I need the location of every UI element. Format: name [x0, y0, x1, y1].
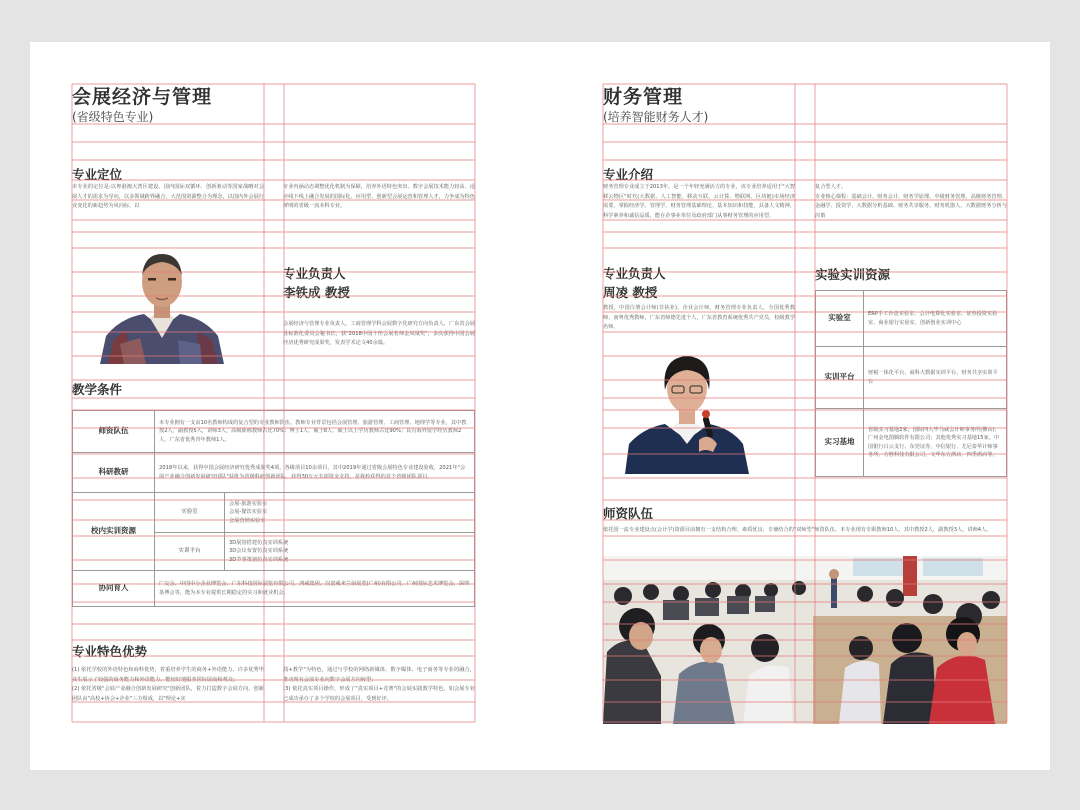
table-row	[73, 453, 475, 493]
intro-col2: 复合型人才。 专业核心课程：基础会计、财务会计、财务学原理、中级财务管理、高级财务管理、金融学、投资学、大数据分析基础、财务共享服务、财务机器人、大数据财务分析与决策	[815, 184, 1007, 219]
right-title: 财务管理	[603, 86, 684, 108]
teaching-table	[72, 410, 475, 607]
positioning-col1: 本专业的定位是:以粤港澳大湾区建设、国内国际双循环、创新驱动等国家战略对会展人才的需求为导向，以多领域跨界融合、大范围资源整合为理念，以国内外会展行业变化的新趋势为风向标，以	[72, 184, 264, 209]
left-page	[72, 84, 475, 724]
right-leader-label: 专业负责人	[603, 266, 666, 281]
lab-label: 校内实训资源	[73, 493, 155, 571]
list-item: 3D展馆搭建仿真实训系统	[229, 539, 289, 546]
training-base-text: 省级实习基地2家，国际四大毕马威会计师事务所(佛山)、广州金电图腾软件有限公司；其他优秀实习基地15家，中国银行白云支行、东莞证券、中信银行、尤尼泰华计师事务所、方胜科技有限公司、文华东方酒店、四季酒店等。	[864, 409, 1007, 477]
features-col2: 践+教学"为特色，通过与学校的网络新媒体、数字媒体、电子商务等专业的融合，推动现有会展专业向数字会展方向转型； (3) 依托真实项目操作，形成了"真实项目+竞赛"的会展实践教学特色。如会展专业已成功承办了多个学校的会展项目，受到好评。	[283, 667, 475, 702]
list-item: 3D节事策划仿真实训系统	[229, 556, 289, 563]
right-leader-bio: 教授，中国注册会计师(非执业)，企业会计师，财务管理专业负责人，全国优秀教师、南粤优秀教师，广东省师德先进个人，广东省教育系统优秀共产党员，校级教学名师。	[603, 305, 795, 330]
intro-col1: 财务管理专业成立于2013年，是一个年轻充满活力的专业，该专业培养适用于"大智移云物区"时代(大数据、人工智能、移动互联、云计算、物联网、区块链)市场经济需要，掌握经济学、管理学、财务管理基础理论、基本知识和技能，具备人文精神、科学素养和诚信品质，能在企事业单位及政府部门从事财务管理的应用型、	[603, 184, 795, 219]
training-platform-text: 财税一体化平台、商科大数据实训平台、财务共享实训平台	[864, 347, 1007, 409]
right-page	[603, 84, 1007, 724]
features-col1: (1) 依托学校的外语特色和商科优势，着重培养学生的商务+外语能力。许多优秀毕业生展示了较强的商务能力和外语能力，能较好地服务国际展商和观众； (2) 依托省级"会展产业融合创新发展研究"创新团队，着力打造数字会展方向。创新团队由"高校+协会+企业"三方组成，以"理论+实	[72, 667, 264, 702]
lab-sub1: 实验室	[155, 493, 225, 533]
faculty-text: 依托国一流专业建设点(会计学)资源目前拥有一支结构合理、素质优良、专兼结合的"双师型"师资队伍。本专业现有专职教师10人，其中教授2人，副教授3人，讲师4人。	[603, 527, 992, 533]
training-lab-text: ERP手工沙盘实验室、会计电算化实验室、证券投资实验室、商业银行实验室、创新创业实训中心	[864, 291, 1007, 347]
table-row	[73, 571, 475, 607]
list-item: 会展营销实验室	[229, 517, 266, 524]
leader-photo-li	[100, 248, 224, 364]
leader-photo-zhou	[625, 348, 749, 474]
training-platform-label: 实训平台	[816, 347, 864, 409]
research-text: 2018年以来，获得中国会展经济研究优秀成果奖4项，各级项目10余项目，其中2019年通过省级会展特色专业建设验收，2021年"会展产业融合创新发展研究团队"获批为省级科研创新团队，获得30万元专项资金支持，是我校获得的首个省级团队项目。	[155, 453, 475, 493]
left-leader-bio: 会展经济与管理专业负责人，工商管理学科会展数字化研究方向负责人，广东省会展业标准化委员会秘书长，获"2018中国十佳会展名师金凤凰奖"，多次获得中国会展经济优秀研究成果奖，发表学术论文40余篇。	[283, 321, 475, 346]
teaching-heading: 教学条件	[72, 382, 123, 397]
intro-heading: 专业介绍	[603, 167, 654, 182]
training-heading: 实验实训资源	[815, 267, 891, 282]
features-heading: 专业特色优势	[72, 644, 148, 659]
faculty-label: 师资队伍	[73, 411, 155, 453]
coop-label: 协同育人	[73, 571, 155, 607]
left-leader-name: 李铁成 教授	[283, 285, 350, 300]
table-row	[73, 493, 475, 533]
table-row	[816, 409, 1007, 477]
training-base-label: 实习基地	[816, 409, 864, 477]
list-item: 会展-餐饮实验室	[229, 509, 268, 516]
positioning-heading: 专业定位	[72, 167, 123, 182]
lab-sub2: 实训平台	[155, 533, 225, 571]
list-item: 会展-旅游实验室	[229, 500, 268, 507]
research-label: 科研教研	[73, 453, 155, 493]
lab-items2	[225, 533, 475, 571]
list-item: 3D会议布置仿真实训系统	[229, 548, 289, 555]
right-subtitle: (培养智能财务人才)	[603, 110, 709, 124]
training-lab-label: 实验室	[816, 291, 864, 347]
classroom-photo	[603, 556, 1007, 724]
right-leader-name: 周凌 教授	[603, 285, 658, 300]
table-row	[73, 411, 475, 453]
left-leader-label: 专业负责人	[283, 266, 346, 281]
table-row	[816, 291, 1007, 347]
left-title: 会展经济与管理	[72, 86, 213, 108]
training-table	[815, 290, 1007, 477]
left-subtitle: (省级特色专业)	[72, 110, 154, 124]
lab-items1	[225, 493, 475, 533]
table-row	[816, 347, 1007, 409]
faculty-heading: 师资队伍	[603, 506, 654, 521]
faculty-text: 本专业拥有一支由10名教师构成的复合型的专业教师队伍，教师专业背景包括会展管理、旅游管理、工商管理、地理学等专业，其中教授2人，副教授5人，讲师3人，高级职称教师占比70%；博士1人、硕士8人、硕士以上学历教师占比90%；具有海外留学经历教师2人，广东省优秀青年教师1人。	[155, 411, 475, 453]
positioning-col2: 专业内涵动态调整优化机制为保障，培养外语特色突出、数字会展技术能力较高、适应线下线上融合发展的国际化、应用型、创新型会展运营和管理人才，力争成为特色鲜明的省级一流本科专业。	[283, 184, 475, 209]
coop-text: 广交会、中国中小企业博览会、广东科技国际展览有限公司、鸿威集团、汉诺威米兰佰展览(广州)有限公司、广州国际艺术博览会、深圳茶博会等，能为本专业提供长期稳定的实习和就业机会。	[155, 571, 475, 607]
